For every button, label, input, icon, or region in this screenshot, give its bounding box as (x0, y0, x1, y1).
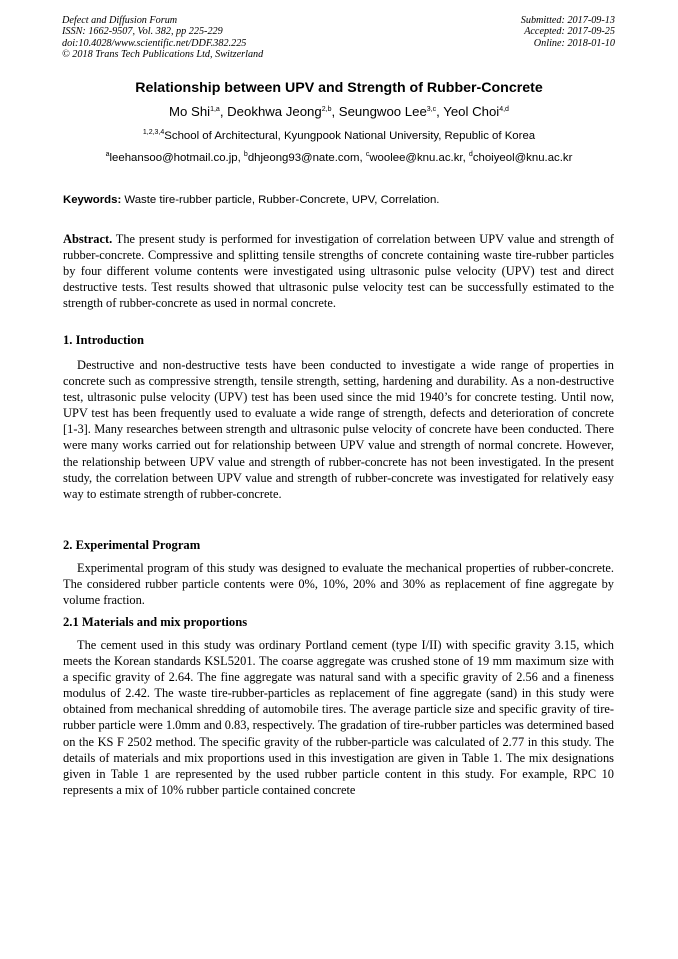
keywords-text: Waste tire-rubber particle, Rubber-Concrete, UPV, Correlation. (121, 194, 440, 206)
online-date: Online: 2018-01-10 (533, 37, 615, 49)
abstract-label: Abstract. (63, 232, 113, 246)
keywords-label: Keywords: (63, 194, 122, 206)
email-link[interactable]: choiyeol@knu.ac.kr (472, 152, 573, 164)
abstract-text: The present study is performed for investigation of correlation between UPV value and strength of rubber-concrete. Compressive and splitting tensile strengths of concrete containing waste tire-rubber particles by four different volume contents were investigated using ultrasonic pulse velocity (UPV) test and direct destructive tests. Test results showed that ultrasonic pulse velocity test can be successfully estimated to the strength of rubber-concrete as used in normal concrete. (63, 232, 614, 311)
email-list: $^a$leehansoo@hotmail.co.jp, $^b$dhjeong93@nate.com, $^c$woolee@knu.ac.kr, $^d$choiyeol@knu.ac.kr (105, 151, 573, 164)
copyright-line: © 2018 Trans Tech Publications Ltd, Switzerland (62, 49, 264, 61)
section-heading-materials: 2.1 Materials and mix proportions (63, 615, 248, 629)
introduction-body (63, 357, 614, 502)
author-sup: 1,a (210, 106, 220, 113)
section-heading-introduction: 1. Introduction (63, 333, 144, 347)
affiliation-sup: 1,2,3,4 (142, 129, 165, 136)
journal-name: Defect and Diffusion Forum (62, 15, 178, 26)
paper-title: Relationship between UPV and Strength of Rubber-Concrete (135, 80, 543, 96)
affiliation (0, 130, 678, 142)
author-name: Mo Shi (169, 104, 211, 119)
experimental-body (63, 560, 614, 608)
materials-paragraph: The cement used in this study was ordinary Portland cement (type I/II) with specific gravity 3.15, which meets the Korean standards KSL5201. The coarse aggregate was crushed stone of 19 mm maximum size with a specific gravity of 2.64. The fine aggregate was natural sand with a specific gravity of 2.56 and a fineness modulus of 2.42. The waste tire-rubber-particles as replacement of fine aggregate (sand) in this study were obtained from mechanical shredding of automobile tires. The average particle size and specific gravity of tire-rubber particle were 1.0mm and 0.83, respectively. The gradation of tire-rubber particles was determined based on the KS F 2502 method. The specific gravity of the rubber-particle was calculated of 2.77 in this study. The details of materials and mix proportions used in this investigation are given in Table 1. The mix designations given in Table 1 are represented by the used rubber particle content in this study. For example, RPC 10 represents a mix of 10% rubber particle contained concrete (63, 638, 614, 797)
introduction-paragraph: Destructive and non-destructive tests have been conducted to investigate a wide range of properties in concrete such as compressive strength, tensile strength, setting, hardening and durability. As a non-destructive test, ultrasonic pulse velocity (UPV) test has been used since the mid 1940’s for concrete testing. Until now, UPV test has been frequently used to evaluate a wide range of strength, defects and deterioration of concrete [1-3]. Many researches between strength and ultrasonic pulse velocity of concrete have been conducted. There were many works carried out for relationship between UPV value and strength of normal concrete. However, the relationship between UPV value and strength of rubber-concrete has not been investigated. In the present study, the correlation between UPV value and strength of rubber-concrete was investigated for relatively easy way to estimate strength of rubber-concrete. (63, 358, 614, 501)
email-link[interactable]: dhjeong93@nate.com (247, 152, 360, 164)
section-heading-experimental: 2. Experimental Program (63, 538, 201, 552)
submitted-date: Submitted: 2017-09-13 (520, 15, 615, 26)
materials-body (63, 637, 614, 798)
email-link[interactable]: leehansoo@hotmail.co.jp (109, 152, 238, 164)
keywords (63, 194, 439, 206)
doi-link[interactable]: doi:10.4028/www.scientific.net/DDF.382.225 (62, 37, 247, 49)
author-name: Yeol Choi (443, 104, 500, 119)
author-sup: 3,c (426, 106, 437, 113)
publication-dates (521, 15, 615, 49)
author-list: Mo Shi$^{1,a}$, Deokhwa Jeong$^{2,b}$, Seungwoo Lee$^{3,c}$, Yeol Choi$^{4,d}$ (169, 104, 509, 119)
author-name: Deokhwa Jeong (227, 104, 322, 119)
author-name: Seungwoo Lee (338, 104, 427, 119)
experimental-paragraph: Experimental program of this study was designed to evaluate the mechanical properties of rubber-concrete. The considered rubber particle contents were 0%, 10%, 20% and 30% as replacement of fine aggregate by volume fraction. (63, 561, 614, 608)
author-sup: 2,b (321, 106, 332, 113)
abstract (63, 231, 614, 311)
author-sup: 4,d (499, 106, 509, 113)
accepted-date: Accepted: 2017-09-25 (524, 26, 615, 38)
affiliation-text: School of Architectural, Kyungpook National University, Republic of Korea (164, 130, 536, 142)
email-link[interactable]: woolee@knu.ac.kr (369, 152, 463, 164)
issn-line: ISSN: 1662-9507, Vol. 382, pp 225-229 (62, 26, 223, 38)
journal-info (62, 15, 263, 61)
